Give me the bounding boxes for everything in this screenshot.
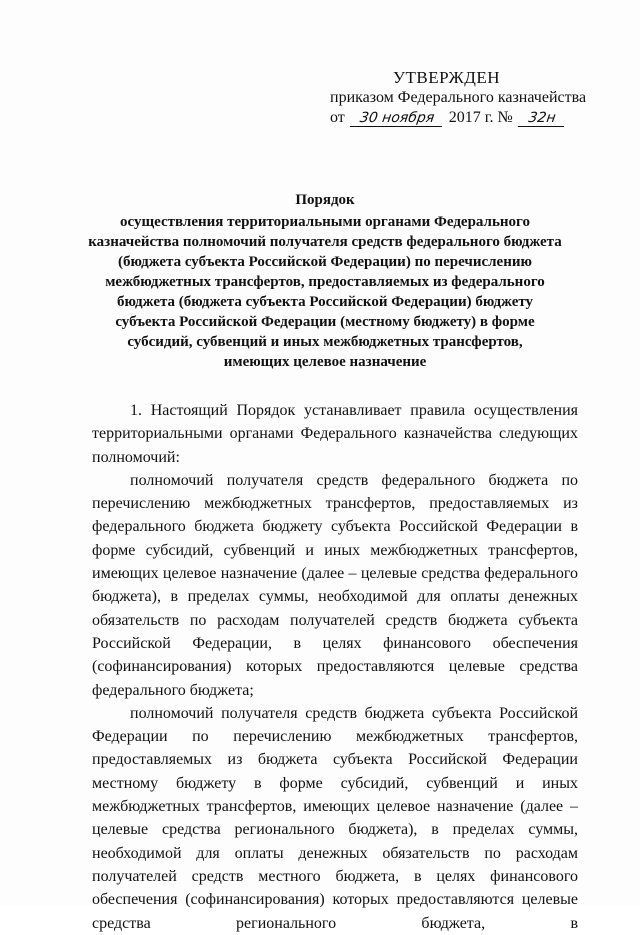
title-line: межбюджетных трансфертов, предоставляемых из федерального [105, 274, 545, 290]
title-heading: Порядок [295, 192, 355, 208]
title-line: субъекта Российской Федерации (местному бюджету) в форме [115, 314, 535, 330]
title-line: казначейства полномочий получателя средств федерального бюджета [88, 234, 562, 250]
approval-date-line [330, 108, 610, 128]
document-title [60, 190, 590, 372]
approval-order-line: приказом Федерального казначейства [330, 89, 587, 106]
approval-block [330, 68, 610, 128]
paragraph-2: полномочий получателя средств федерального бюджета по перечислению межбюджетных трансфертов, предоставляемых из федерального бюджета бюджету субъекта Российской Федерации в форме субсидий, субвенций и иных межбюджетных трансфертов, имеющих целевое назначение (далее – целевые средства федерального бюджета), в пределах суммы, необходимой для оплаты денежных обязательств по расходам получателей средств бюджета субъекта Российской Федерации, в целях финансового обеспечения (софинансирования) которых предоставляются целевые средства федерального бюджета; [92, 471, 578, 699]
paragraph-3: полномочий получателя средств бюджета субъекта Российской Федерации по перечислению межбюджетных трансфертов, предоставляемых из бюджета субъекта Российской Федерации местному бюджету в форме субсидий, субвенций и иных межбюджетных трансфертов, имеющих целевое назначение (далее – целевые средства регионального бюджета), в пределах суммы, необходимой для оплаты денежных обязательств по расходам получателей средств местного бюджета, в целях финансового обеспечения (софинансирования) которых предоставляются целевые средства регионального бюджета, в [92, 704, 578, 932]
handwritten-number: 32н [518, 110, 566, 127]
approval-year: 2017 г. № [448, 109, 513, 126]
approval-title: УТВЕРЖДЕН [393, 68, 500, 87]
handwritten-date: 30 ноября [350, 110, 444, 127]
title-line: бюджета (бюджета субъекта Российской Федерации) бюджету [116, 294, 534, 310]
title-line: имеющих целевое назначение [223, 354, 427, 370]
document-body [92, 399, 578, 935]
title-line: осуществления территориальными органами Федерального [120, 214, 530, 230]
paragraph-1: 1. Настоящий Порядок устанавливает правила осуществления территориальными органами Федерального казначейства следующих полномочий: [92, 402, 578, 466]
title-line: (бюджета субъекта Российской Федерации) по перечислению [118, 254, 532, 270]
title-line: субсидий, субвенций и иных межбюджетных трансфертов, [127, 334, 523, 350]
approval-prefix: от [330, 109, 345, 126]
